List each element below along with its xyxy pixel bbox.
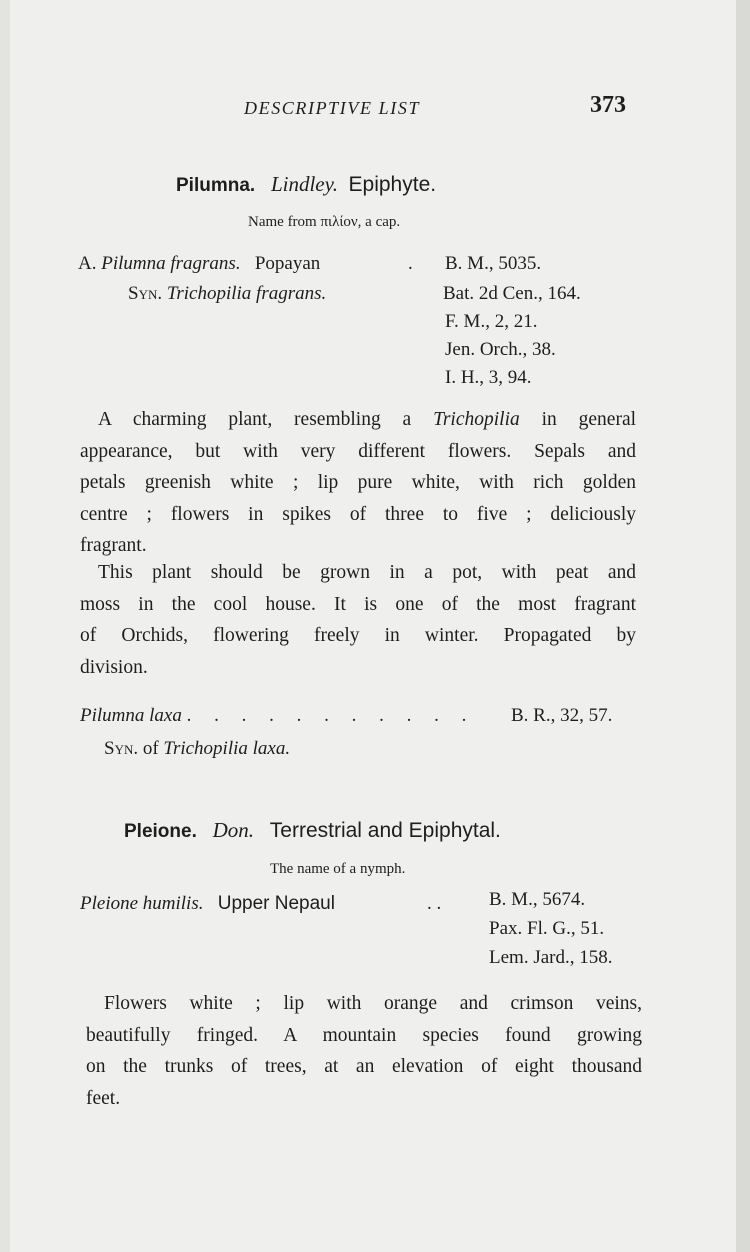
species-name: Pilumna fragrans. <box>101 253 241 274</box>
paragraph-line: A charming plant, resembling a Trichopilia in general <box>98 409 637 430</box>
synonym-name: Trichopilia laxa. <box>163 738 291 759</box>
reference: B. R., 32, 57. <box>511 705 613 726</box>
paragraph-line: fragrant. <box>80 535 147 556</box>
paragraph-line: on the trunks of trees, at an elevation of eight thousand <box>86 1056 642 1077</box>
entry-separator: . . <box>427 893 442 914</box>
species-locality: Upper Nepaul <box>217 893 335 914</box>
page-number: 373 <box>590 92 626 118</box>
reference: Bat. 2d Cen., 164. <box>443 283 581 304</box>
culture-paragraph <box>80 557 636 683</box>
species-locality: Popayan <box>254 253 321 274</box>
genus-etymology: Name from πιλίον, a cap. <box>248 214 401 230</box>
page-edge-right <box>736 0 750 1252</box>
reference: B. M., 5035. <box>445 253 542 274</box>
paragraph-line: Flowers white ; lip with orange and crimson veins, <box>104 993 642 1014</box>
paragraph-line: of Orchids, flowering freely in winter. Propagated by <box>80 625 636 646</box>
species-entry-pilumna-fragrans <box>78 253 320 275</box>
description-paragraph <box>80 404 636 562</box>
species-name: Pleione humilis. <box>80 893 204 914</box>
paragraph-line: centre ; flowers in spikes of three to five ; deliciously <box>80 503 636 525</box>
running-head: DESCRIPTIVE LIST <box>244 98 421 118</box>
synonym-line: Syn. of Trichopilia laxa. <box>104 738 291 759</box>
entry-separator: . <box>408 253 413 274</box>
synonym-label: Syn. <box>104 738 139 759</box>
synonym-label: Syn. <box>128 283 163 304</box>
paragraph-line: This plant should be grown in a pot, with peat and <box>98 562 636 583</box>
synonym-name: Trichopilia fragrans. <box>166 283 327 304</box>
synonym-line <box>128 283 326 305</box>
genus-name: Pleione. <box>124 821 197 842</box>
species-name: Pilumna laxa <box>80 705 182 726</box>
genus-author: Don. <box>212 818 255 842</box>
genus-etymology: The name of a nymph. <box>270 861 406 877</box>
genus-author: Lindley. <box>270 172 339 196</box>
reference: Pax. Fl. G., 51. <box>489 918 605 939</box>
genus-heading-pilumna <box>176 172 436 197</box>
genus-habit: Epiphyte. <box>348 173 437 196</box>
reference: B. M., 5674. <box>489 889 586 910</box>
reference: Jen. Orch., 38. <box>445 339 556 360</box>
species-entry-pleione-humilis <box>80 893 335 915</box>
paragraph-line: petals greenish white ; lip pure white, with rich golden <box>80 472 636 493</box>
genus-heading-pleione <box>124 818 501 843</box>
description-paragraph <box>86 988 642 1114</box>
paragraph-line: division. <box>80 656 148 678</box>
paragraph-line: feet. <box>86 1087 121 1109</box>
reference: F. M., 2, 21. <box>445 311 538 332</box>
species-entry-pilumna-laxa <box>80 705 475 727</box>
genus-habit: Terrestrial and Epiphytal. <box>269 819 501 842</box>
reference: Lem. Jard., 158. <box>489 947 613 968</box>
paragraph-line: moss in the cool house. It is one of the most fragrant <box>80 593 636 615</box>
paragraph-line: beautifully fringed. A mountain species found growing <box>86 1024 642 1046</box>
genus-name: Pilumna. <box>176 175 256 196</box>
entry-marker: A. <box>78 253 97 274</box>
reference: I. H., 3, 94. <box>445 367 532 388</box>
page-edge-left <box>0 0 10 1252</box>
leader-dots: . . . . . . . . . . . <box>186 705 476 726</box>
paragraph-line: appearance, but with very different flowers. Sepals and <box>80 440 636 462</box>
